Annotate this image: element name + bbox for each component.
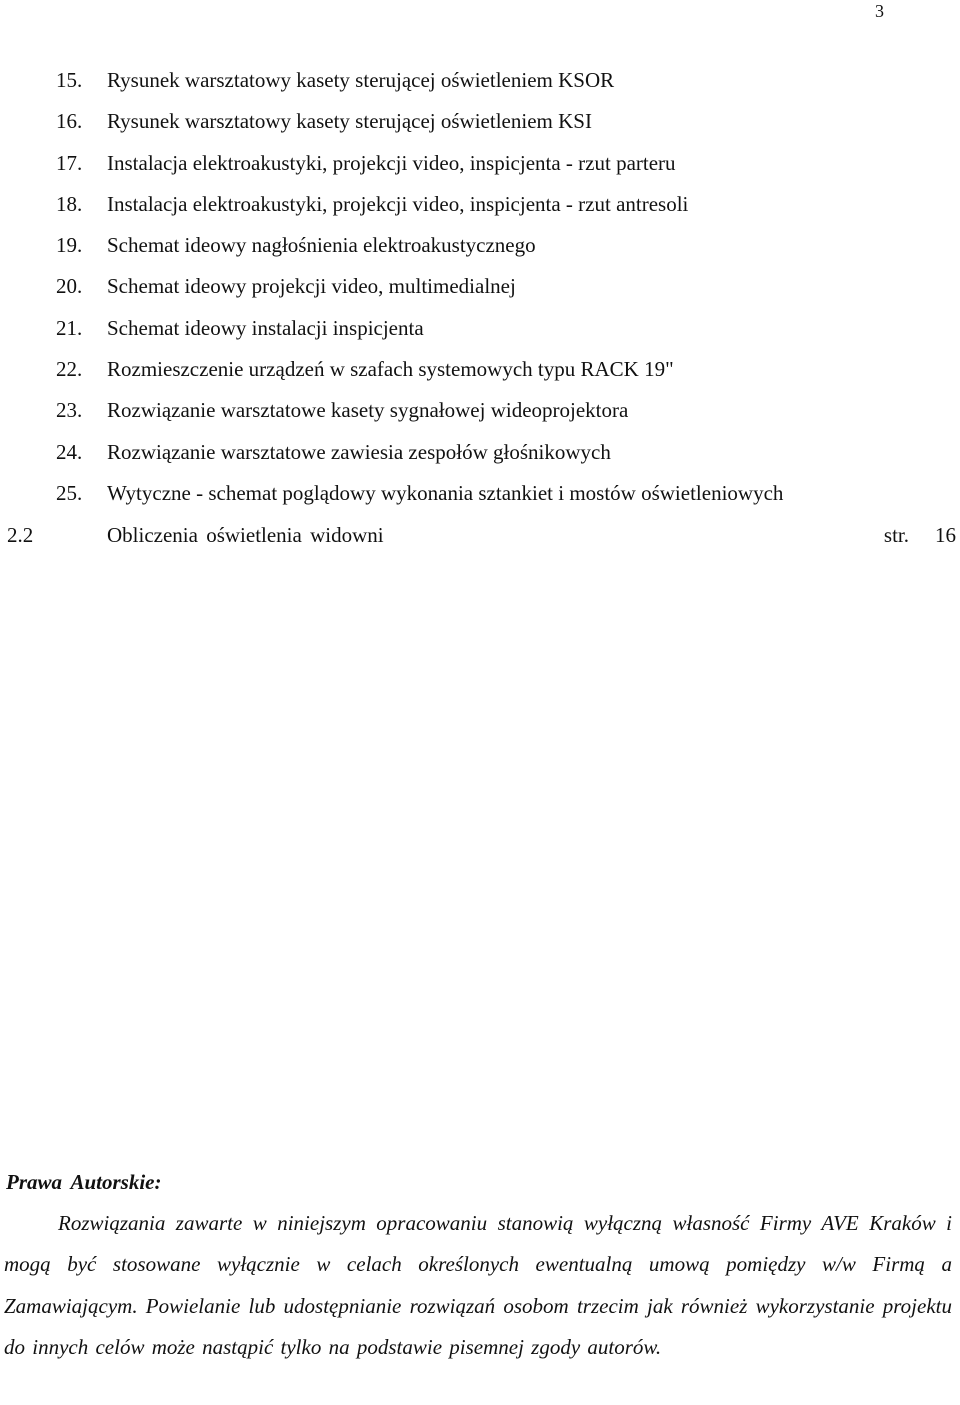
- toc-item-text: Rysunek warsztatowy kasety sterującej oświetleniem KSI: [107, 109, 592, 134]
- toc-item: [0, 432, 960, 473]
- toc-item-text: Rozwiązanie warsztatowe kasety sygnałowej wideoprojektora: [107, 398, 629, 423]
- toc-item-text: Rozmieszczenie urządzeń w szafach systemowych typu RACK 19": [107, 357, 674, 382]
- section-page-reference: [884, 514, 956, 556]
- section-title: Obliczenia oświetlenia widowni: [107, 523, 384, 547]
- toc-item: [0, 225, 960, 266]
- toc-item: [0, 390, 960, 431]
- copyright-paragraph: Rozwiązania zawarte w niniejszym opracowaniu stanowią wyłączną własność Firmy AVE Kraków i mogą być stosowane wyłącznie w celach określonych ewentualną umową pomiędzy w/w Firmą a Zamawiającym. Powielanie lub udostępnianie rozwiązań osobom trzecim jak również wykorzystanie projektu do innych celów może nastąpić tylko na podstawie pisemnej zgody autorów.: [4, 1211, 952, 1359]
- toc-item-text: Rozwiązanie warsztatowe zawiesia zespołów głośnikowych: [107, 439, 611, 464]
- toc-item-number: 16.: [56, 109, 83, 134]
- toc-item-number: 15.: [56, 68, 83, 92]
- toc-item: [0, 308, 960, 349]
- toc-item-number: 20.: [56, 274, 83, 299]
- copyright-heading: Prawa Autorskie:: [6, 1170, 162, 1194]
- toc-item: [0, 473, 960, 514]
- toc-item: [0, 60, 960, 101]
- toc-item: [0, 349, 960, 390]
- toc-item-text: Rysunek warsztatowy kasety sterującej oświetleniem KSOR: [107, 68, 615, 92]
- toc-item: [0, 101, 960, 142]
- toc-item-number: 17.: [56, 150, 83, 175]
- toc-item: [0, 184, 960, 225]
- toc-item-text: Schemat ideowy projekcji video, multimedialnej: [107, 274, 516, 299]
- toc-item-number: 25.: [56, 480, 83, 505]
- toc-item-number: 19.: [56, 233, 83, 258]
- table-of-contents-list: [0, 60, 960, 514]
- section-number: 2.2: [7, 523, 34, 547]
- section-page-number: 16: [935, 523, 956, 547]
- section-entry: [0, 514, 960, 556]
- toc-item-text: Schemat ideowy instalacji inspicjenta: [107, 315, 424, 340]
- toc-item-text: Instalacja elektroakustyki, projekcji video, inspicjenta - rzut antresoli: [107, 191, 689, 216]
- toc-item: [0, 266, 960, 307]
- section-page-label: str.: [883, 523, 909, 547]
- toc-item-number: 23.: [56, 398, 83, 423]
- page-number: 3: [875, 1, 884, 21]
- toc-item-number: 22.: [56, 357, 83, 382]
- toc-item-text: Wytyczne - schemat poglądowy wykonania sztankiet i mostów oświetleniowych: [107, 480, 784, 505]
- toc-item: [0, 143, 960, 184]
- toc-item-number: 24.: [56, 439, 83, 464]
- toc-item-text: Schemat ideowy nagłośnienia elektroakustycznego: [107, 233, 536, 258]
- toc-item-number: 18.: [56, 191, 83, 216]
- toc-item-text: Instalacja elektroakustyki, projekcji video, inspicjenta - rzut parteru: [107, 150, 676, 175]
- toc-item-number: 21.: [56, 315, 83, 340]
